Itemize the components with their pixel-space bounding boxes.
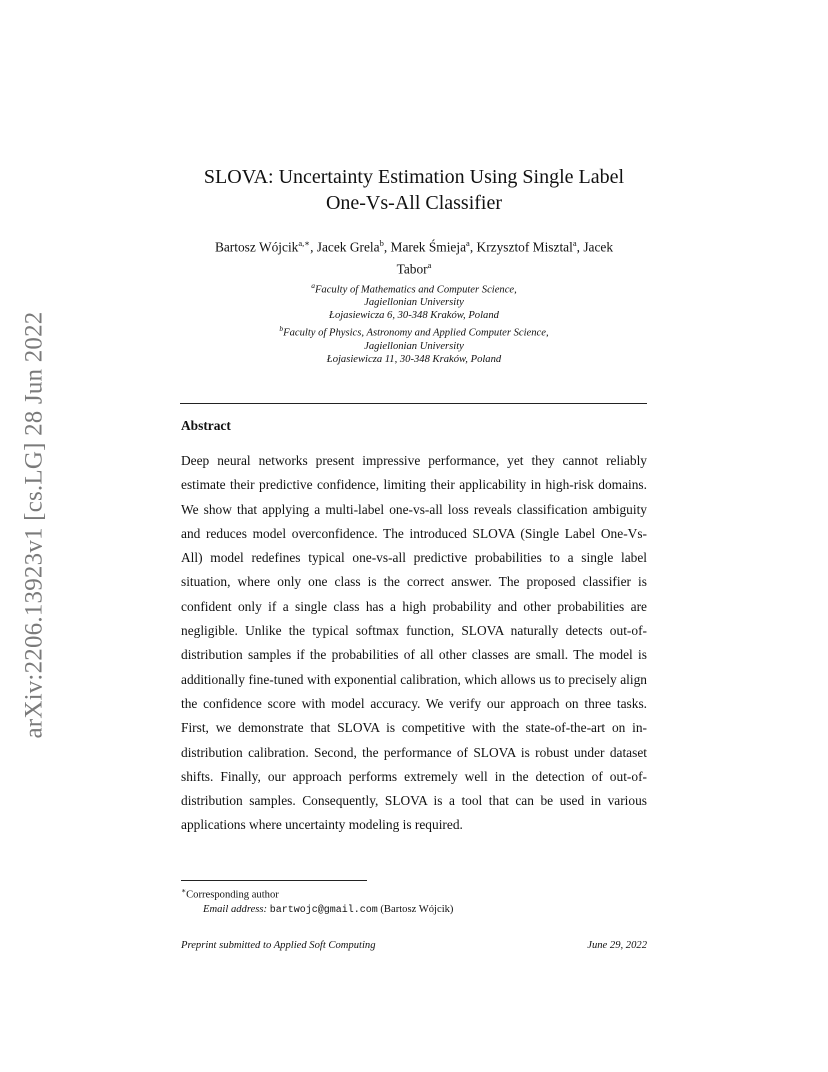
email-address[interactable]: bartwojc@gmail.com <box>269 904 378 916</box>
author-mark: a <box>466 238 470 248</box>
author-separator: , <box>469 239 477 255</box>
footnote-corresponding: ∗Corresponding author <box>181 886 279 901</box>
paper-title <box>100 164 728 216</box>
email-label: Email address: <box>203 903 268 915</box>
arxiv-identifier-text: arXiv:2206.13923v1 [cs.LG] 28 Jun 2022 <box>20 311 47 739</box>
author-separator: , <box>310 239 317 255</box>
affiliations <box>180 280 648 367</box>
preprint-date: June 29, 2022 <box>587 940 647 951</box>
affiliation-a-line-3: Łojasiewicza 6, 30-348 Kraków, Poland <box>329 310 499 322</box>
authors-line-2 <box>180 256 648 278</box>
email-owner: (Bartosz Wójcik) <box>380 903 454 915</box>
affiliation-mark: b <box>279 324 284 334</box>
title-line-1: SLOVA: Uncertainty Estimation Using Single Label <box>203 166 625 188</box>
affiliation-b-line-1: $^b$Faculty of Physics, Astronomy and Applied Computer Science, <box>279 324 549 339</box>
abstract-heading: Abstract <box>181 418 231 433</box>
footnote-mark: ∗ <box>181 886 187 895</box>
affiliation-a-line-1: $^a$Faculty of Mathematics and Computer Science, <box>311 281 517 296</box>
author-name: Krzysztof Misztal <box>476 239 573 255</box>
author-list <box>180 234 648 279</box>
footnote <box>181 884 453 918</box>
affiliation-a-line-2: Jagiellonian University <box>364 297 464 309</box>
author-mark: a <box>427 260 432 271</box>
authors-line-1 <box>180 234 648 256</box>
title-line-2: One-Vs-All Classifier <box>325 192 503 214</box>
author-separator: , <box>383 239 391 255</box>
author-mark: a <box>572 238 577 248</box>
footnote-email <box>181 903 453 918</box>
author-mark: a,∗ <box>298 238 311 248</box>
author-mark: b <box>379 238 384 248</box>
abstract-divider <box>180 403 647 404</box>
preprint-notice: Preprint submitted to Applied Soft Computing <box>181 940 376 951</box>
author-name: Bartosz Wójcik <box>214 239 299 255</box>
affiliation-mark: a <box>311 281 315 290</box>
arxiv-identifier <box>12 292 56 758</box>
affiliation-b-line-2: Jagiellonian University <box>364 340 464 352</box>
footnote-divider <box>181 880 367 881</box>
author-name: Jacek Grela <box>316 239 380 255</box>
abstract-text: Deep neural networks present impressive performance, yet they cannot reliably estimate their predictive confidence, limiting their applicability in high-risk domains. We show that applying a multi-label one-vs-all loss reveals classification ambiguity and reduces model overconfidence. The introduced SLOVA (Single Label One-Vs-All) model redefines typical one-vs-all predictive probabilities to a single label situation, where only one class is the correct answer. The proposed classifier is confident only if a single class has a high probability and other probabilities are negligible. Unlike the typical softmax function, SLOVA naturally detects out-of-distribution samples if the probabilities of all other classes are small. The model is additionally fine-tuned with exponential calibration, which allows us to precisely align the confidence score with model accuracy. We verify our approach on three tasks. First, we demonstrate that SLOVA is competitive with the state-of-the-art on in-distribution calibration. Second, the performance of SLOVA is robust under dataset shifts. Finally, our approach performs extremely well in the detection of out-of-distribution samples. Consequently, SLOVA is a tool that can be used in various applications where uncertainty modeling is required. <box>181 453 647 833</box>
author-name: Tabor <box>396 261 428 277</box>
affiliation-b-line-3: Łojasiewicza 11, 30-348 Kraków, Poland <box>326 353 502 365</box>
author-name: Marek Śmieja <box>390 239 467 255</box>
author-separator: , Jacek <box>576 239 614 255</box>
